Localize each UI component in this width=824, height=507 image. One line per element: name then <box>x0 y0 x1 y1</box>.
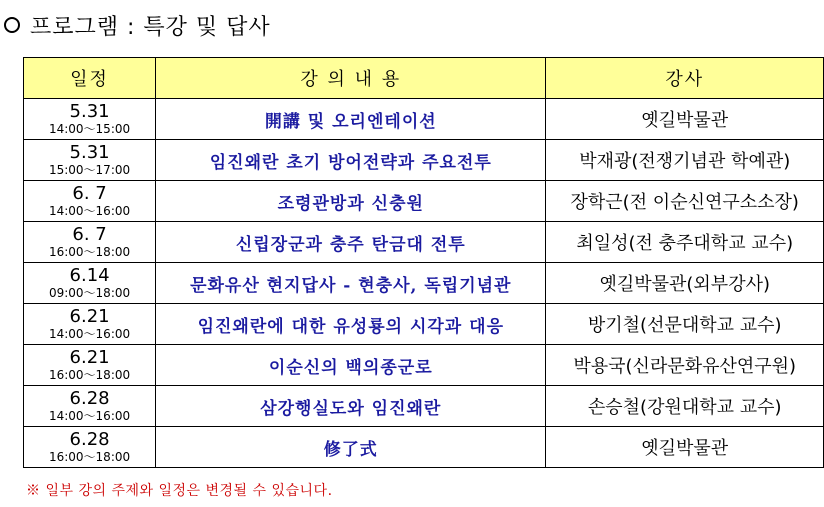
time-value: 14:00～16:00 <box>48 409 131 423</box>
time-value: 14:00～16:00 <box>48 204 131 218</box>
instructor-value: 방기철(선문대학교 교수) <box>587 315 782 336</box>
instructor-cell <box>546 427 824 468</box>
table-row <box>24 181 824 222</box>
instructor-cell <box>546 99 824 140</box>
table-header-row <box>24 58 824 99</box>
instructor-value: 장학근(전 이순신연구소소장) <box>570 192 799 213</box>
instructor-value: 옛길박물관(외부강사) <box>599 274 770 295</box>
instructor-cell <box>546 181 824 222</box>
time-value: 15:00～17:00 <box>48 163 131 177</box>
time-value: 14:00～16:00 <box>48 327 131 341</box>
circle-bullet-icon <box>4 17 20 33</box>
table-row <box>24 386 824 427</box>
time-value: 09:00～18:00 <box>48 286 131 300</box>
topic-cell <box>156 345 546 386</box>
date-value: 6. 7 <box>72 183 107 204</box>
topic-cell <box>156 99 546 140</box>
date-cell <box>24 263 156 304</box>
date-cell <box>24 181 156 222</box>
instructor-cell <box>546 263 824 304</box>
date-value: 6.21 <box>69 347 110 368</box>
time-value: 16:00～18:00 <box>48 368 131 382</box>
date-value: 6. 7 <box>72 224 107 245</box>
instructor-value: 옛길박물관 <box>641 110 729 131</box>
date-cell <box>24 304 156 345</box>
instructor-value: 박용국(신라문화유산연구원) <box>573 356 797 377</box>
instructor-cell <box>546 345 824 386</box>
page-title <box>4 8 271 42</box>
table-row <box>24 263 824 304</box>
time-value: 16:00～18:00 <box>48 245 131 259</box>
date-cell <box>24 386 156 427</box>
instructor-value: 최일성(전 충주대학교 교수) <box>576 233 794 254</box>
instructor-cell <box>546 222 824 263</box>
topic-value: 문화유산 현지답사 - 현충사, 독립기념관 <box>190 275 512 296</box>
time-value: 16:00～18:00 <box>48 450 131 464</box>
date-value: 6.28 <box>69 388 110 409</box>
date-cell <box>24 99 156 140</box>
table-row <box>24 345 824 386</box>
topic-cell <box>156 427 546 468</box>
instructor-cell <box>546 386 824 427</box>
time-value: 14:00～15:00 <box>48 122 131 136</box>
instructor-value: 손승철(강원대학교 교수) <box>587 397 782 418</box>
date-value: 5.31 <box>69 142 110 163</box>
page-title-text: 프로그램 : 특강 및 답사 <box>30 14 271 40</box>
date-cell <box>24 427 156 468</box>
date-cell <box>24 222 156 263</box>
header-topic: 강 의 내 용 <box>156 58 546 99</box>
instructor-value: 옛길박물관 <box>641 438 729 459</box>
instructor-cell <box>546 304 824 345</box>
change-notice: ※ 일부 강의 주제와 일정은 변경될 수 있습니다. <box>26 483 333 499</box>
date-value: 5.31 <box>69 101 110 122</box>
table-row <box>24 222 824 263</box>
topic-value: 삼강행실도와 임진왜란 <box>260 398 442 419</box>
instructor-cell <box>546 140 824 181</box>
instructor-value: 박재광(전쟁기념관 학예관) <box>579 151 791 172</box>
topic-value: 임진왜란 초기 방어전략과 주요전투 <box>209 152 492 173</box>
topic-value: 임진왜란에 대한 유성룡의 시각과 대응 <box>197 316 504 337</box>
date-value: 6.14 <box>69 265 110 286</box>
topic-cell <box>156 140 546 181</box>
topic-value: 開講 및 오리엔테이션 <box>264 111 437 132</box>
header-instructor: 강사 <box>546 58 824 99</box>
table-row <box>24 427 824 468</box>
header-date: 일정 <box>24 58 156 99</box>
date-value: 6.21 <box>69 306 110 327</box>
topic-value: 조령관방과 신충원 <box>277 193 424 214</box>
topic-value: 신립장군과 충주 탄금대 전투 <box>235 234 466 255</box>
table-row <box>24 140 824 181</box>
topic-cell <box>156 386 546 427</box>
date-cell <box>24 140 156 181</box>
table-row <box>24 99 824 140</box>
topic-cell <box>156 181 546 222</box>
program-table <box>23 57 824 468</box>
topic-value: 修了式 <box>323 439 378 460</box>
date-cell <box>24 345 156 386</box>
topic-value: 이순신의 백의종군로 <box>268 357 433 378</box>
date-value: 6.28 <box>69 429 110 450</box>
topic-cell <box>156 304 546 345</box>
topic-cell <box>156 263 546 304</box>
table-row <box>24 304 824 345</box>
topic-cell <box>156 222 546 263</box>
